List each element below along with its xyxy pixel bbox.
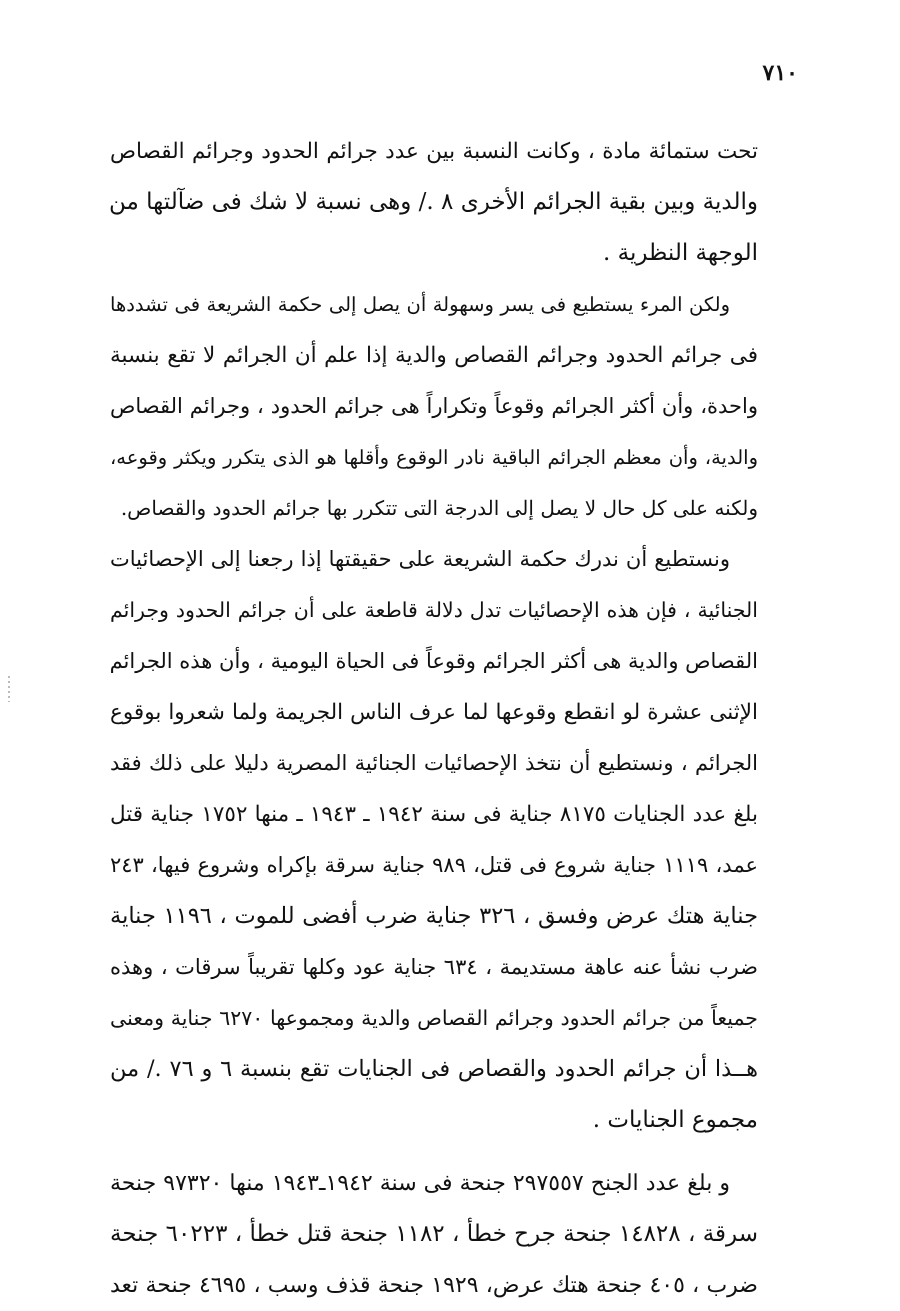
text-line: جميعاً من جرائم الحدود وجرائم القصاص والدية ومجموعها ٦٢٧٠ جناية ومعنى — [110, 1006, 758, 1030]
text-line: والدية، وأن معظم الجرائم الباقية نادر الوقوع وأقلها هو الذى يتكرر ويكثر وقوعه، — [110, 446, 758, 469]
text-line: فى جرائم الحدود وجرائم القصاص والدية إذا علم أن الجرائم لا تقع بنسبة — [110, 343, 758, 368]
text-line: عمد، ١١١٩ جناية شروع فى قتل، ٩٨٩ جناية سرقة بإكراه وشروع فيها، ٢٤٣ — [110, 853, 758, 877]
text-line: و بلغ عدد الجنح ٢٩٧٥٥٧ جنحة فى سنة ١٩٤٢ـ١٩٤٣ منها ٩٧٣٢٠ جنحة — [110, 1171, 730, 1196]
text-line: سرقة ، ١٤٨٢٨ جنحة جرح خطأ ، ١١٨٢ جنحة قتل خطأ ، ٦٠٢٢٣ جنحة — [110, 1221, 758, 1247]
text-line: والدية وبين بقية الجرائم الأخرى ٨ ./ وهى نسبة لا شك فى ضآلتها من — [109, 189, 758, 215]
page-number: ٧١٠ — [762, 60, 798, 86]
body-text — [110, 126, 758, 1311]
text-line: ولكن المرء يستطيع فى يسر وسهولة أن يصل إلى حكمة الشريعة فى تشددها — [110, 293, 730, 316]
text-line: الجرائم ، ونستطيع أن نتخذ الإحصائيات الجنائية المصرية دليلا على ذلك فقد — [110, 751, 758, 775]
text-line: ضرب نشأ عنه عاهة مستديمة ، ٦٣٤ جناية عود وكلها تقريباً سرقات ، وهذه — [110, 955, 759, 979]
paragraph-gap — [110, 1146, 758, 1158]
text-line: مجموع الجنايات . — [592, 1107, 758, 1133]
text-line: ونستطيع أن ندرك حكمة الشريعة على حقيقتها إذا رجعنا إلى الإحصائيات — [110, 547, 730, 571]
text-line: ضرب ، ٤٠٥ جنحة هتك عرض، ١٩٢٩ جنحة قذف وسب ، ٤٦٩٥ جنحة تعد — [110, 1273, 758, 1298]
text-line: الوجهة النظرية . — [603, 240, 758, 266]
text-line: الإثنى عشرة لو انقطع وقوعها لما عرف الناس الجريمة ولما شعروا بوقوع — [110, 700, 758, 725]
text-line: هــذا أن جرائم الحدود والقصاص فى الجنايات تقع بنسبة ٦ و ٧٦ ./ من — [110, 1056, 759, 1082]
paragraph — [110, 279, 758, 534]
text-line: تحت ستمائة مادة ، وكانت النسبة بين عدد جرائم الحدود وجرائم القصاص — [110, 139, 758, 164]
scan-artifact — [8, 676, 10, 702]
paragraph — [110, 126, 758, 279]
paragraph — [110, 534, 758, 1146]
text-line: جناية هتك عرض وفسق ، ٣٢٦ جناية ضرب أفضى للموت ، ١١٩٦ جناية — [110, 903, 758, 929]
text-line: القصاص والدية هى أكثر الجرائم وقوعاً فى الحياة اليومية ، وأن هذه الجرائم — [109, 649, 758, 673]
text-line: الجنائية ، فإن هذه الإحصائيات تدل دلالة قاطعة على أن جرائم الحدود وجرائم — [110, 598, 758, 622]
text-line: بلغ عدد الجنايات ٨١٧٥ جناية فى سنة ١٩٤٢ ـ ١٩٤٣ ـ منها ١٧٥٢ جناية قتل — [110, 802, 758, 827]
text-line: ولكنه على كل حال لا يصل إلى الدرجة التى تتكرر بها جرائم الحدود والقصاص. — [120, 496, 758, 520]
paragraph — [110, 1158, 758, 1311]
text-line: واحدة، وأن أكثر الجرائم وقوعاً وتكراراً هى جرائم الحدود ، وجرائم القصاص — [110, 394, 758, 418]
